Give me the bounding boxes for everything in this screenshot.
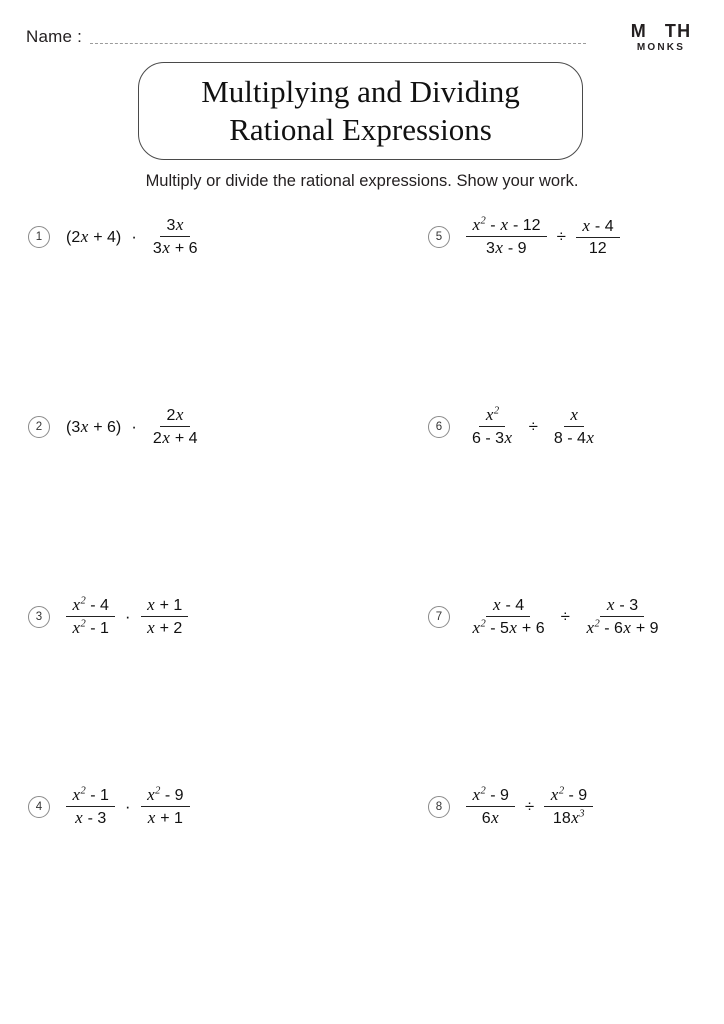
problem-6-right-denominator: 8 - 4x <box>553 428 594 447</box>
expression-2 <box>64 404 206 449</box>
problem-7-left-denominator: $x^2 - 5x + 6$ <box>472 618 545 637</box>
problem-number-6: 6 <box>428 416 450 438</box>
problem-5-left-denominator: 3x - 9 <box>486 238 527 257</box>
expression-1 <box>64 214 206 259</box>
problem-2-right-fraction <box>145 404 206 449</box>
problem-row <box>0 214 724 404</box>
problem-row <box>0 784 724 974</box>
expression-6 <box>464 404 602 449</box>
problem-2-right-denominator: 2x + 4 <box>152 428 198 447</box>
problem-row <box>0 404 724 594</box>
problem-number-4: 4 <box>28 796 50 818</box>
problem-4-left-denominator: x - 3 <box>75 808 107 827</box>
problem-6-right-fraction <box>546 404 603 449</box>
name-label: Name : <box>26 27 82 46</box>
divide-operator-icon: ÷ <box>560 606 570 626</box>
problem-5-left-fraction <box>464 214 549 259</box>
problem-number-1: 1 <box>28 226 50 248</box>
logo-subtitle: MONKS <box>636 42 686 53</box>
problem-1[interactable] <box>28 214 206 259</box>
problem-7-right-denominator: $x^2 - 6x + 9$ <box>586 618 659 637</box>
title-line-1: Multiplying and Dividing <box>201 74 520 109</box>
problem-2-left-term: (3x + 6) <box>66 416 122 436</box>
problem-6-left-numerator: $x^2$ <box>479 404 505 427</box>
problem-8-left-numerator: $x^2 - 9$ <box>466 784 515 807</box>
problem-3-left-numerator: $x^2 - 4$ <box>66 594 115 617</box>
problem-row <box>0 594 724 784</box>
multiply-operator-icon: · <box>131 226 137 246</box>
problem-4[interactable] <box>28 784 192 829</box>
problem-8[interactable] <box>428 784 595 829</box>
problem-6[interactable] <box>428 404 602 449</box>
problem-8-left-denominator: 6x <box>481 808 499 827</box>
problem-1-right-denominator: 3x + 6 <box>152 238 198 257</box>
logo-text-th: TH <box>664 21 692 41</box>
problem-1-right-numerator: 3x <box>160 214 189 237</box>
logo-text-m: M <box>630 21 647 41</box>
multiply-operator-icon: · <box>124 606 131 626</box>
divide-operator-icon: ÷ <box>528 416 538 436</box>
divide-operator-icon: ÷ <box>524 796 535 816</box>
problem-number-3: 3 <box>28 606 50 628</box>
expression-8 <box>464 784 595 829</box>
name-field-row <box>26 24 586 50</box>
problem-6-left-denominator: 6 - 3x <box>472 428 513 447</box>
problem-1-right-fraction <box>145 214 206 259</box>
problem-number-2: 2 <box>28 416 50 438</box>
problem-5-right-denominator: 12 <box>588 239 607 257</box>
problem-7-right-fraction <box>578 594 667 639</box>
name-input-line[interactable] <box>90 43 586 44</box>
problem-6-right-numerator: x <box>564 404 585 427</box>
problem-3[interactable] <box>28 594 190 639</box>
math-monks-logo <box>620 22 702 53</box>
expression-5 <box>464 214 622 259</box>
problem-8-right-fraction <box>542 784 595 829</box>
problem-5-left-numerator: $x^2$ - x - 12 <box>466 214 547 237</box>
problem-3-left-fraction <box>64 594 117 639</box>
problem-4-right-numerator: $x^2 - 9$ <box>141 784 190 807</box>
problem-7-right-numerator: x - 3 <box>600 594 644 617</box>
problem-3-right-denominator: x + 2 <box>147 618 183 637</box>
problem-3-left-denominator: $x^2 - 1$ <box>72 618 109 637</box>
problems-grid <box>0 214 724 974</box>
logo-wordmark <box>620 22 702 40</box>
problem-number-5: 5 <box>428 226 450 248</box>
problem-7-left-fraction <box>464 594 553 639</box>
problem-1-left-term: (2x + 4) <box>66 226 122 246</box>
problem-2-right-numerator: 2x <box>160 404 189 427</box>
problem-5-right-fraction <box>574 215 622 259</box>
problem-4-right-fraction <box>139 784 192 829</box>
expression-3 <box>64 594 190 639</box>
problem-number-8: 8 <box>428 796 450 818</box>
problem-6-left-fraction <box>464 404 521 449</box>
instructions-text: Multiply or divide the rational expressions. Show your work. <box>145 172 579 190</box>
expression-4 <box>64 784 192 829</box>
problem-2[interactable] <box>28 404 206 449</box>
title-line-2: Rational Expressions <box>229 112 492 147</box>
problem-4-left-numerator: $x^2 - 1$ <box>66 784 115 807</box>
worksheet-title-box <box>138 62 583 160</box>
problem-4-right-denominator: x + 1 <box>147 808 183 827</box>
problem-5[interactable] <box>428 214 622 259</box>
problem-3-right-fraction <box>139 594 191 639</box>
problem-4-left-fraction <box>64 784 117 829</box>
problem-number-7: 7 <box>428 606 450 628</box>
problem-7[interactable] <box>428 594 667 639</box>
expression-7 <box>464 594 667 639</box>
multiply-operator-icon: · <box>131 416 137 436</box>
problem-7-left-numerator: x - 4 <box>486 594 530 617</box>
divide-operator-icon: ÷ <box>556 226 566 246</box>
problem-8-right-denominator: $18x^3$ <box>552 808 585 827</box>
problem-8-left-fraction <box>464 784 517 829</box>
problem-5-right-numerator: x - 4 <box>576 215 620 238</box>
problem-3-right-numerator: x + 1 <box>141 594 189 617</box>
multiply-operator-icon: · <box>124 796 131 816</box>
problem-8-right-numerator: $x^2 - 9$ <box>544 784 593 807</box>
